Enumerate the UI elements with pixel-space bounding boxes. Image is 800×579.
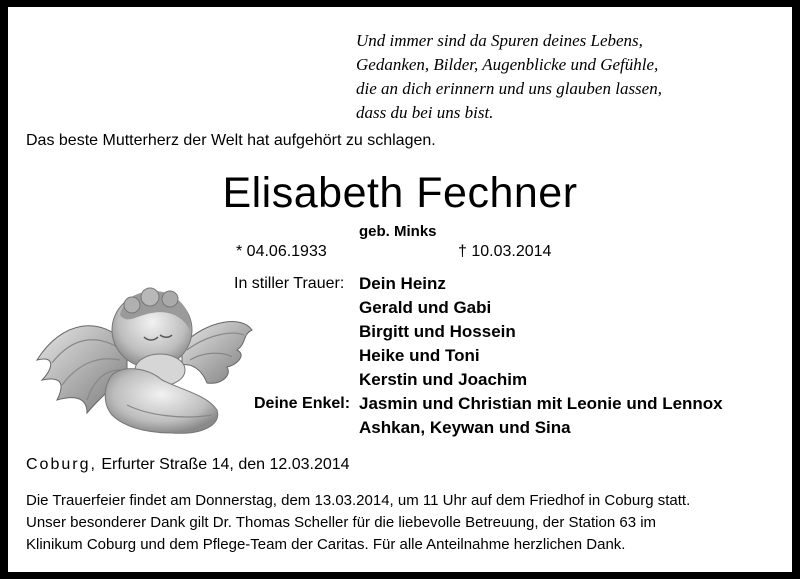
cherub-angel-image xyxy=(32,275,254,441)
place-city: Coburg, xyxy=(26,456,97,473)
place-date xyxy=(26,456,350,474)
footer-line: Die Trauerfeier findet am Donnerstag, dem 13.03.2014, um 11 Uhr auf dem Friedhof in Coburg statt. xyxy=(26,492,691,509)
footer-text xyxy=(26,490,690,556)
mourners-label: In stiller Trauer: xyxy=(234,275,345,292)
poem-line: die an dich erinnern und uns glauben lassen, xyxy=(356,79,662,98)
poem-line: Gedanken, Bilder, Augenblicke und Gefühle, xyxy=(356,55,659,74)
mourner-item: Heike und Toni xyxy=(359,346,480,365)
intro-text: Das beste Mutterherz der Welt hat aufgehört zu schlagen. xyxy=(26,132,436,149)
grandchild-item: Ashkan, Keywan und Sina xyxy=(359,418,571,437)
mourner-item: Kerstin und Joachim xyxy=(359,370,528,389)
maiden-name: geb. Minks xyxy=(359,223,437,240)
deceased-name: Elisabeth Fechner xyxy=(222,169,578,217)
death-date: † 10.03.2014 xyxy=(458,243,552,260)
poem xyxy=(356,29,662,125)
mourner-item: Gerald und Gabi xyxy=(359,298,492,317)
grandchild-item: Jasmin und Christian mit Leonie und Lennox xyxy=(359,394,723,413)
birth-date: * 04.06.1933 xyxy=(236,243,327,260)
grandchildren-label: Deine Enkel: xyxy=(254,395,351,412)
mourner-item: Birgitt und Hossein xyxy=(359,322,516,341)
footer-line: Unser besonderer Dank gilt Dr. Thomas Scheller für die liebevolle Betreuung, der Station 63 im xyxy=(26,514,657,531)
mourner-item: Dein Heinz xyxy=(359,274,446,293)
poem-line: dass du bei uns bist. xyxy=(356,103,494,122)
poem-line: Und immer sind da Spuren deines Lebens, xyxy=(356,31,643,50)
place-address-date: Erfurter Straße 14, den 12.03.2014 xyxy=(101,456,350,473)
obituary-notice xyxy=(8,7,792,572)
footer-line: Klinikum Coburg und dem Pflege-Team der Caritas. Für alle Anteilnahme herzlichen Dank. xyxy=(26,536,626,553)
